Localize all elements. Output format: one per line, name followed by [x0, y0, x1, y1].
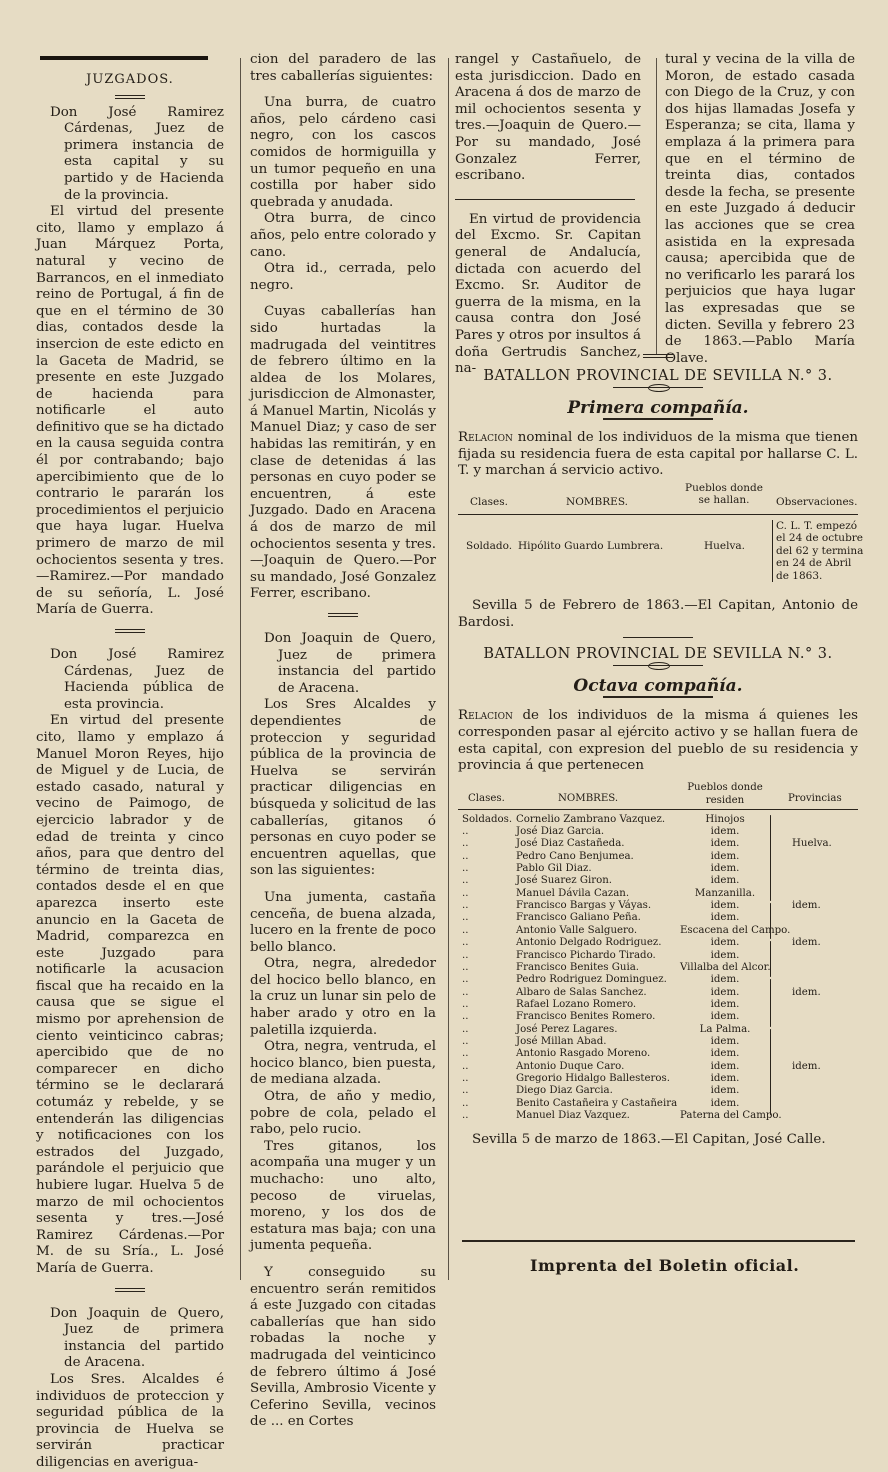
separator	[36, 629, 224, 647]
table-cell-clase: ..	[462, 838, 469, 850]
table-cell-pueblo: idem.	[710, 1011, 740, 1023]
table-body	[458, 810, 858, 1123]
table-row	[458, 875, 858, 887]
table-cell-provincia: idem.	[792, 986, 821, 998]
col-header-obs: Observaciones.	[776, 495, 858, 508]
table-cell-pueblo: idem.	[710, 826, 740, 838]
signature: Sevilla 5 de Febrero de 1863.—El Capitan, Antonio de Bardosi.	[458, 597, 858, 630]
relacion-text: Relacion nominal de los individuos de la misma que tienen fijada su residencia fuera de esta capital por hallarse C. L. T. y marchan á servicio activo.	[458, 430, 858, 479]
table-cell-clase: ..	[462, 850, 469, 862]
table-cell-clase: ..	[462, 998, 469, 1010]
table-cell-clase: ..	[462, 1060, 469, 1072]
brace	[770, 941, 771, 977]
table-row	[458, 863, 858, 875]
table-cell-nombre: Albaro de Salas Sanchez.	[516, 986, 647, 998]
table-row	[458, 838, 858, 850]
table-row	[458, 1110, 858, 1122]
table-cell-nombre: Francisco Bargas y Váyas.	[516, 900, 652, 912]
bottom-rule	[462, 1240, 855, 1242]
military-notices	[458, 368, 864, 1149]
paragraph: Los Sres Alcaldes y dependientes de proteccion y seguridad pública de la provincia de Huelva se servirán practicar diligencias en búsqueda y solicitud de las caballerías, gitanos ó personas en cuyo poder se encuentren aquellas, que son las siguientes:	[250, 697, 436, 879]
table-cell-pueblo: idem.	[710, 850, 740, 862]
table-row	[458, 937, 858, 949]
brace	[770, 1029, 771, 1115]
table-cell-pueblo: idem.	[710, 974, 740, 986]
table-cell-nombre: José Millan Abad.	[516, 1035, 607, 1047]
rule	[603, 696, 713, 698]
table-row	[458, 912, 858, 924]
table-row	[458, 1011, 858, 1023]
brace	[770, 903, 771, 939]
table-cell-nombre: José Diaz Garcia.	[516, 826, 605, 838]
table-row	[458, 1073, 858, 1085]
table-row	[458, 814, 858, 826]
table-cell-clase: ..	[462, 1035, 469, 1047]
table-cell-clase: ..	[462, 863, 469, 875]
table-cell-nombre: Francisco Galiano Peña.	[516, 912, 641, 924]
company-heading: Primera compañía.	[567, 397, 749, 418]
section-heading: JUZGADOS.	[86, 72, 174, 87]
table-cell-nombre: José Suarez Giron.	[516, 875, 613, 887]
table-cell-clase: ..	[462, 887, 469, 899]
table-cell-nombre: José Perez Lagares.	[516, 1023, 618, 1035]
table-cell-pueblo: idem.	[710, 1097, 740, 1109]
table-cell-nombre: Antonio Valle Salguero.	[516, 924, 638, 936]
table-cell-pueblo: idem.	[710, 838, 740, 850]
table-cell-pueblo: La Palma.	[699, 1023, 751, 1035]
table-cell-provincia: idem.	[792, 900, 821, 912]
table-cell-nombre: Pablo Gil Diaz.	[516, 863, 592, 875]
paragraph: En virtud de providencia del Excmo. Sr. Capitan general de Andalucía, dictada con acuerdo del Excmo. Sr. Auditor de guerra de la misma, en la causa contra don José Pares y otros por insultos á doña Gertrudis Sanchez, na-	[455, 211, 641, 377]
table-row	[458, 851, 858, 863]
table-cell-clase: ..	[462, 961, 469, 973]
table-cell-pueblo: idem.	[710, 875, 740, 887]
table-row	[458, 974, 858, 986]
table-cell-nombre: José Diaz Castañeda.	[516, 838, 625, 850]
table-cell-clase: ..	[462, 986, 469, 998]
table-row	[458, 1036, 858, 1048]
table-cell-nombre: Rafael Lozano Romero.	[516, 998, 637, 1010]
table-cell-pueblo: Manzanilla.	[694, 887, 756, 899]
table-cell-nombre: Francisco Benites Guia.	[516, 961, 640, 973]
battalion-heading: BATALLON PROVINCIAL DE SEVILLA N.° 3.	[483, 368, 833, 384]
table-cell-nombre: Antonio Delgado Rodriguez.	[516, 937, 662, 949]
table-cell-pueblo: idem.	[710, 1085, 740, 1097]
col-header-provincias: Provincias	[788, 792, 842, 804]
battalion-heading: BATALLON PROVINCIAL DE SEVILLA N.° 3.	[483, 646, 833, 663]
table-cell-clase: ..	[462, 924, 469, 936]
table-cell-pueblo: idem.	[710, 998, 740, 1010]
table-cell-clase: ..	[462, 974, 469, 986]
column-4	[665, 52, 855, 367]
edict-heading: Don Joaquin de Quero, Juez de primera instancia del partido de Aracena.	[50, 1305, 224, 1371]
table-header	[458, 779, 858, 810]
separator	[455, 199, 635, 200]
table-row	[458, 987, 858, 999]
table-row	[458, 962, 858, 974]
table-cell-pueblo: idem.	[710, 1035, 740, 1047]
paragraph: cion del paradero de las tres caballerías siguientes:	[250, 52, 436, 84]
paragraph: Otra id., cerrada, pelo negro.	[250, 261, 436, 293]
ornament	[613, 387, 703, 394]
table-cell-nombre: Benito Castañeira y Castañeira	[516, 1097, 678, 1109]
table-cell-clase: Soldados.	[462, 813, 513, 825]
company-heading: Octava compañía.	[573, 675, 743, 696]
table-cell-nombre: Francisco Pichardo Tirado.	[516, 949, 656, 961]
edict-heading: Don José Ramirez Cárdenas, Juez de Hacienda pública de esta provincia.	[50, 647, 224, 712]
table-row	[458, 826, 858, 838]
table-cell-nombre: Diego Diaz Garcia.	[516, 1085, 613, 1097]
edict-body: En virtud del presente cito, llamo y emplazo á Manuel Moron Reyes, hijo de Miguel y de Lucia, de estado casado, natural y vecino de Paimogo, de ejercicio labrador y de edad de treinta y cinco años, para que dentro del término de treinta dias, contados desde el en que aparezca inserto este anuncio en la Gaceta de Madrid, comparezca en este Juzgado para notificarle la acusacion fiscal que ha recaido en la causa que se sigue el mismo por aprehension de ciento veinticinco cabras; apercibido que de no comparecer en dicho término se le declarará cotumáz y rebelde, y se entenderán las diligencias y notificaciones con los estrados del Juzgado, parándole el perjuicio que hubiere lugar. Huelva 5 de marzo de mil ochocientos sesenta y tres.—José Ramirez Cárdenas.—Por M. de su Sría., L. José María de Guerra.	[36, 713, 224, 1276]
paragraph: Otra, de año y medio, pobre de cola, pelado el rabo, pelo rucio.	[250, 1089, 436, 1138]
table-cell-pueblo: idem.	[710, 863, 740, 875]
table-cell-pueblo: Hinojos	[705, 813, 745, 825]
table-cell-provincia: Huelva.	[792, 838, 832, 850]
edict-body: El virtud del presente cito, llamo y emplazo á Juan Márquez Porta, natural y vecino de Barrancos, en el inmediato reino de Portugal, á fin de que en el término de 30 dias, contados desde la insercion de este edicto en la Gaceta de Madrid, se presente en este Juzgado de hacienda para notificarle el auto definitivo que se ha dictado en la causa seguida contra él por contrabando; bajo apercibimiento que de lo contrario le pararán los procedimientos el perjuicio que haya lugar. Huelva primero de marzo de mil ochocientos sesenta y tres.—Ramirez.—Por mandado de su señoría, L. José María de Guerra.	[36, 204, 224, 618]
table-cell-obs: C. L. T. empezó el 24 de octubre del 62 y termina en 24 de Abril de 1863.	[772, 520, 864, 582]
edict-heading: Don Joaquin de Quero, Juez de primera instancia del partido de Aracena.	[264, 631, 436, 696]
table-cell-clase: ..	[462, 1048, 469, 1060]
col-header-pueblos: Pueblos donde se hallan.	[685, 481, 763, 506]
edict-heading: Don José Ramirez Cárdenas, Juez de primera instancia de esta capital y su partido y de Hacienda de la provincia.	[50, 104, 224, 203]
paragraph: tural y vecina de la villa de Moron, de estado casada con Diego de la Cruz, y con dos hijas llamadas Josefa y Esperanza; se cita, llama y emplaza á la primera para que en el término de treinta dias, contados desde la fecha, se presente en este Juzgado á deducir las acciones que se crea asistida en la expresada causa; apercibida que de no verificarlo les parará los perjuicios que haya lugar las expresadas que se dicten. Sevilla y febrero 23 de 1863.—Pablo María Olave.	[665, 52, 855, 366]
separator	[623, 637, 693, 638]
table-cell-pueblo: idem.	[710, 912, 740, 924]
ornament	[613, 665, 703, 672]
table-cell-nombre: Pedro Cano Benjumea.	[516, 850, 634, 862]
table-cell-clase: ..	[462, 875, 469, 887]
column-3	[455, 52, 641, 378]
separator	[36, 1288, 224, 1306]
table-cell-clase: ..	[462, 826, 469, 838]
table-rule	[458, 514, 858, 515]
imprint: Imprenta del Boletin oficial.	[530, 1256, 800, 1275]
table-cell-nombre: Antonio Duque Caro.	[516, 1060, 625, 1072]
table-row	[458, 900, 858, 912]
table-row	[458, 888, 858, 900]
table-cell-clase: ..	[462, 1109, 469, 1121]
relacion-text: Relacion de los individuos de la misma á quienes les corresponden pasar al ejército activo y se hallan fuera de esta capital, con expresion del pueblo de su residencia y provincia á que pertenecen	[458, 708, 858, 774]
paragraph: Una jumenta, castaña cenceña, de buena alzada, lucero en la frente de poco bello blanco.	[250, 889, 436, 955]
table-cell-pueblo: Escacena del Campo.	[680, 924, 791, 936]
paragraph: Otra, negra, ventruda, el hocico blanco, bien puesta, de mediana alzada.	[250, 1039, 436, 1088]
separator	[643, 354, 673, 358]
rule	[603, 418, 713, 420]
col-header-clases: Clases.	[468, 792, 505, 804]
paragraph: Otra burra, de cinco años, pelo entre colorado y cano.	[250, 211, 436, 260]
table-cell-pueblo: idem.	[710, 900, 740, 912]
table-cell-pueblo: idem.	[710, 1072, 740, 1084]
table-row	[458, 950, 858, 962]
table-cell-pueblo: Paterna del Campo.	[680, 1109, 782, 1121]
table-cell-nombre: Hipólito Guardo Lumbrera.	[518, 539, 664, 552]
col-header-nombres: NOMBRES.	[558, 792, 619, 804]
column-divider	[448, 58, 449, 1280]
paragraph: Y conseguido su encuentro serán remitidos á este Juzgado con citadas caballerías que han sido robadas la noche y madrugada del veinticinco de febrero último á José Sevilla, Ambrosio Vicente y Ceferino Sevilla, vecinos de ... en Cortes	[250, 1264, 436, 1430]
separator	[250, 613, 436, 631]
table-cell-nombre: Francisco Benites Romero.	[516, 1011, 656, 1023]
table-cell-clase: ..	[462, 1023, 469, 1035]
table-cell-nombre: Cornelio Zambrano Vazquez.	[516, 813, 666, 825]
table-cell-clase: ..	[462, 912, 469, 924]
separator	[115, 95, 145, 99]
paragraph: Otra, negra, alrededor del hocico bello blanco, en la cruz un lunar sin pelo de haber arado y otro en la paletilla izquierda.	[250, 956, 436, 1038]
table-cell-clase: ..	[462, 1011, 469, 1023]
table-cell-pueblo: Huelva.	[704, 539, 746, 552]
soldiers-table	[458, 779, 858, 1123]
table-cell-provincia: idem.	[792, 1060, 821, 1072]
table-cell-pueblo: idem.	[710, 949, 740, 961]
edict-body: Los Sres. Alcaldes é individuos de proteccion y seguridad pública de la provincia de Huelva se servirán practicar diligencias en averigua-	[36, 1371, 224, 1470]
signature: Sevilla 5 de marzo de 1863.—El Capitan, José Calle.	[472, 1132, 826, 1148]
table-cell-clase: ..	[462, 900, 469, 912]
brace	[770, 815, 771, 901]
table-cell-pueblo: idem.	[710, 986, 740, 998]
table-cell-nombre: Manuel Diaz Vazquez.	[516, 1109, 630, 1121]
table-cell-nombre: Gregorio Hidalgo Ballesteros.	[516, 1072, 671, 1084]
column-1	[36, 52, 224, 1472]
table-cell-clase: ..	[462, 1097, 469, 1109]
column-divider	[656, 58, 657, 355]
table-row	[458, 1024, 858, 1036]
table-row	[458, 1098, 858, 1110]
table-cell-nombre: Pedro Rodriguez Dominguez.	[516, 974, 667, 986]
table-cell-clase: ..	[462, 1072, 469, 1084]
col-header-nombres: NOMBRES.	[566, 495, 628, 508]
table-row	[458, 1061, 858, 1073]
personnel-table	[458, 480, 864, 598]
table-cell-nombre: Manuel Dávila Cazan.	[516, 887, 630, 899]
table-cell-clase: Soldado.	[466, 539, 513, 552]
table-cell-provincia: idem.	[792, 937, 821, 949]
col-header-clases: Clases.	[470, 495, 508, 508]
table-cell-clase: ..	[462, 937, 469, 949]
table-row	[458, 925, 858, 937]
table-cell-clase: ..	[462, 949, 469, 961]
table-cell-pueblo: Villalba del Alcor.	[680, 961, 771, 973]
table-row	[458, 1085, 858, 1097]
paragraph: Cuyas caballerías han sido hurtadas la madrugada del veintitres de febrero último en la aldea de los Molares, jurisdiccion de Almonaster, á Manuel Martin, Nicolás y Manuel Diaz; y caso de ser habidas las remitirán, y en clase de detenidas á las personas en cuyo poder se encuentren, á este Juzgado. Dado en Aracena á dos de marzo de mil ochocientos sesenta y tres.—Joaquin de Quero.—Por su mandado, José Gonzalez Ferrer, escribano.	[250, 304, 436, 602]
brace	[770, 979, 771, 1027]
table-row	[458, 1048, 858, 1060]
column-divider	[240, 58, 241, 1280]
paragraph: rangel y Castañuelo, de esta jurisdiccion. Dado en Aracena á dos de marzo de mil ochocientos sesenta y tres.—Joaquin de Quero.—Por su mandado, José Gonzalez Ferrer, escribano.	[455, 52, 641, 184]
table-cell-nombre: Antonio Rasgado Moreno.	[516, 1048, 651, 1060]
col-header-pueblos: Pueblos donde residen	[687, 781, 763, 806]
column-2	[250, 52, 436, 1431]
table-cell-pueblo: idem.	[710, 937, 740, 949]
table-row	[458, 999, 858, 1011]
table-cell-pueblo: idem.	[710, 1048, 740, 1060]
table-cell-pueblo: idem.	[710, 1060, 740, 1072]
paragraph: Tres gitanos, los acompaña una muger y un muchacho: uno alto, pecoso de viruelas, moreno, y los dos de estatura mas baja; con una jumenta pequeña.	[250, 1138, 436, 1254]
paragraph: Una burra, de cuatro años, pelo cárdeno casi negro, con los cascos comidos de hormiguilla y un tumor pequeño en una costilla por haber sido quebrada y anudada.	[250, 95, 436, 210]
table-cell-clase: ..	[462, 1085, 469, 1097]
